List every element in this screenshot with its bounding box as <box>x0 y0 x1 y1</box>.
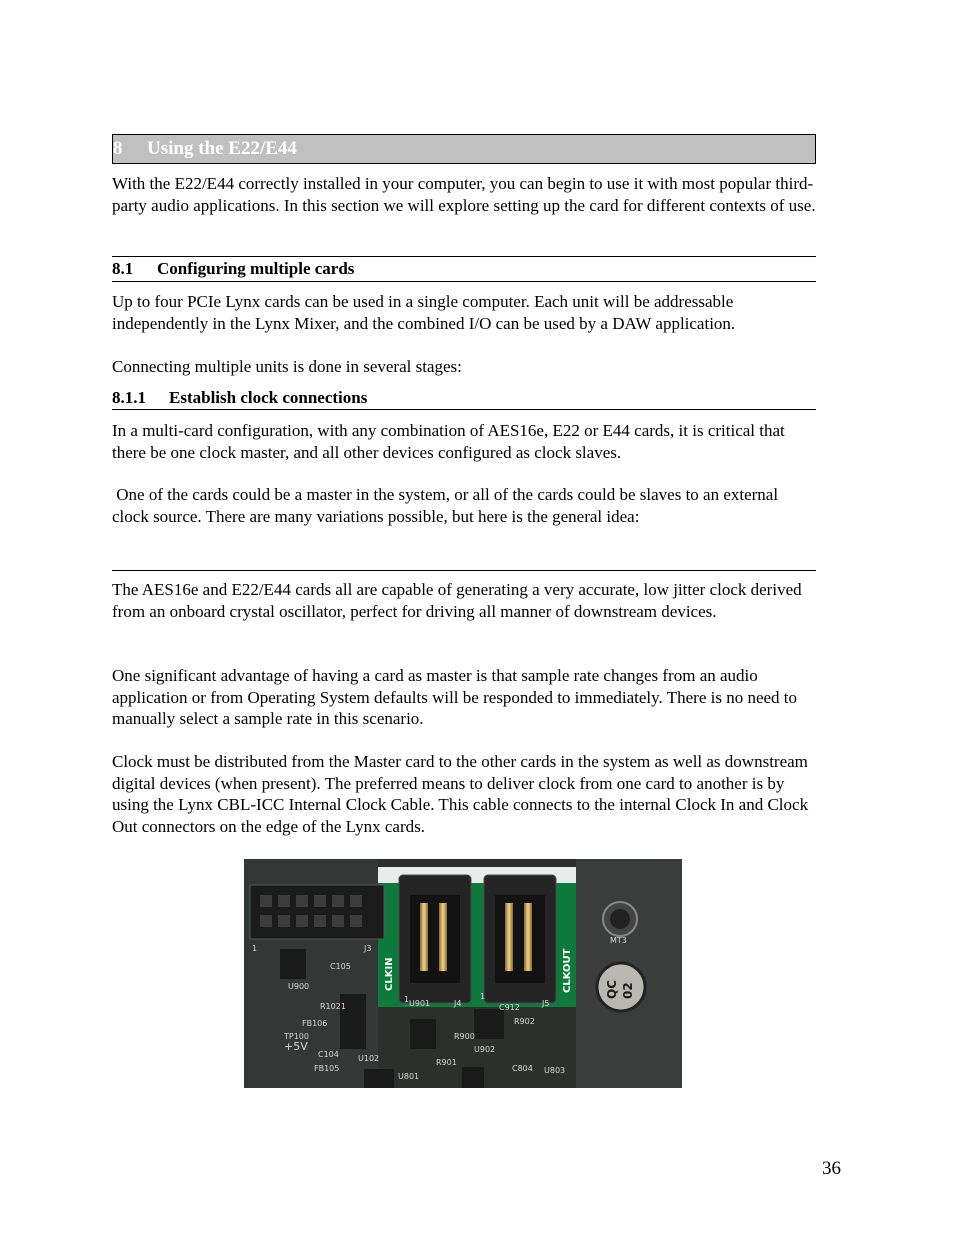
section-title: Using the E22/E44 <box>147 138 297 159</box>
ribbon-header <box>250 885 384 939</box>
svg-text:C105: C105 <box>330 962 351 971</box>
subsection-paragraph-1: Up to four PCIe Lynx cards can be used in a single computer. Each unit will be addressable independently in the Lynx Mixer, and the combined I/O can be used by a DAW application. <box>112 292 736 333</box>
chip-u902 <box>474 1009 504 1039</box>
svg-text:MT3: MT3 <box>610 936 627 945</box>
clock-paragraph-3: The AES16e and E22/E44 cards all are capable of generating a very accurate, low jitter clock derived from an onboard crystal oscillator, perfect for driving all manner of downstream devices. <box>112 580 802 621</box>
svg-text:FB105: FB105 <box>314 1064 340 1073</box>
clkin-label: CLKIN <box>384 957 395 991</box>
svg-text:1: 1 <box>480 992 486 1001</box>
subsection-paragraph-2: Connecting multiple units is done in several stages: <box>112 357 462 376</box>
subsubsection-title: Establish clock connections <box>169 388 368 407</box>
chip-r901 <box>462 1067 484 1088</box>
svg-text:U901: U901 <box>409 999 431 1008</box>
svg-text:J5: J5 <box>542 999 550 1008</box>
svg-text:U801: U801 <box>398 1072 420 1081</box>
svg-text:C912: C912 <box>499 1003 520 1012</box>
clock-connector-photo <box>244 859 682 1088</box>
svg-text:U102: U102 <box>358 1054 380 1063</box>
clkout-label: CLKOUT <box>562 948 573 993</box>
intro-paragraph: With the E22/E44 correctly installed in your computer, you can begin to use it with most popular third-party audio applications. In this section we will explore setting up the card for different contexts of use. <box>112 174 816 215</box>
chip-u901b <box>410 1019 436 1049</box>
clock-out-connector <box>484 875 556 1003</box>
svg-text:J4: J4 <box>454 999 462 1008</box>
clock-paragraph-1: In a multi-card configuration, with any combination of AES16e, E22 or E44 cards, it is critical that there be one clock master, and all other devices configured as clock slaves. <box>112 421 785 462</box>
svg-text:R902: R902 <box>514 1017 535 1026</box>
svg-text:C804: C804 <box>512 1064 533 1073</box>
svg-text:R901: R901 <box>436 1058 457 1067</box>
svg-text:1: 1 <box>252 944 258 953</box>
chip-u801 <box>364 1069 394 1088</box>
chip-u900 <box>280 949 306 979</box>
svg-text:U803: U803 <box>544 1066 566 1075</box>
page-number: 36 <box>822 1158 841 1179</box>
qc-label: QC <box>605 979 619 999</box>
qc-number: 02 <box>621 982 635 999</box>
subsubsection-heading <box>112 387 816 410</box>
svg-text:J3: J3 <box>364 944 372 953</box>
svg-text:FB106: FB106 <box>302 1019 328 1028</box>
clock-in-connector <box>399 875 471 1003</box>
chip-u102 <box>340 1019 366 1049</box>
clock-paragraph-5: Clock must be distributed from the Master card to the other cards in the system as well as downstream digital devices (when present). The preferred means to deliver clock from one card to another is by using the Lynx CBL-ICC Internal Clock Cable. This cable connects to the internal Clock In and Clock Out connectors on the edge of the Lynx cards. <box>112 752 809 836</box>
svg-text:+5V: +5V <box>284 1040 308 1053</box>
svg-text:1: 1 <box>404 995 410 1004</box>
section-number: 8 <box>113 138 123 159</box>
clock-paragraph-4: One significant advantage of having a card as master is that sample rate changes from an audio application or from Operating System defaults will be responded to immediately. There is no need to manually select a sample rate in this scenario. <box>112 666 798 729</box>
subsection-number: 8.1 <box>112 259 134 278</box>
section-divider <box>112 570 816 571</box>
subsection-heading <box>112 256 816 282</box>
svg-text:R900: R900 <box>454 1032 475 1041</box>
clock-paragraph-2: One of the cards could be a master in the system, or all of the cards could be slaves to an external clock source. There are many variations possible, but here is the general idea: <box>112 485 783 526</box>
svg-text:U902: U902 <box>474 1045 496 1054</box>
svg-text:C104: C104 <box>318 1050 339 1059</box>
section-heading <box>112 134 816 164</box>
subsubsection-number: 8.1.1 <box>112 388 146 407</box>
svg-text:R1021: R1021 <box>320 1002 346 1011</box>
svg-text:TP100: TP100 <box>284 1032 309 1041</box>
svg-text:U900: U900 <box>288 982 310 991</box>
subsection-title: Configuring multiple cards <box>157 259 355 278</box>
